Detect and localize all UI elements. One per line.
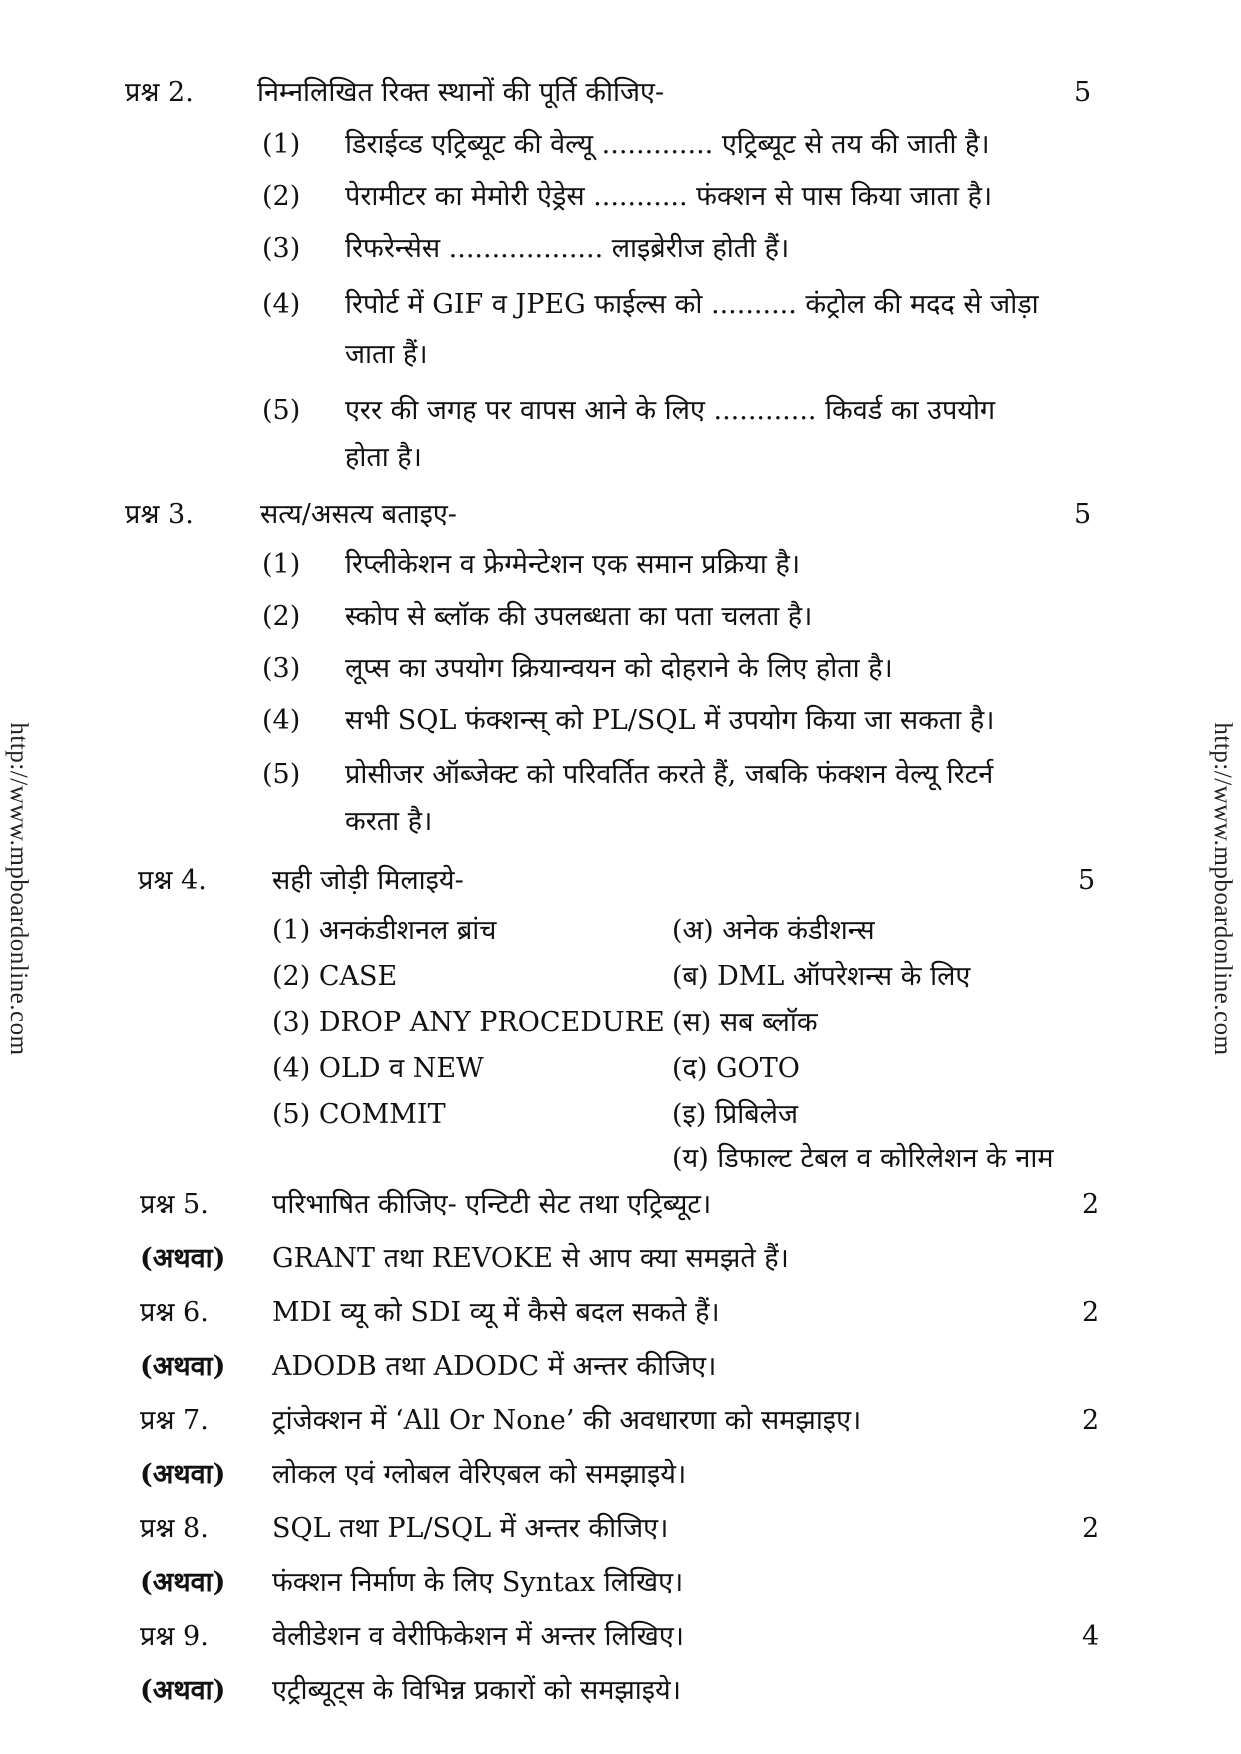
q2-item-number: (4) (262, 289, 301, 320)
q4-left-item: (4) OLD व NEW (272, 1053, 484, 1084)
watermark-right: http://www.mpboardonline.com (1209, 722, 1236, 1056)
q2-item-continuation: होता है। (345, 442, 422, 473)
q3-item-text: सभी SQL फंक्शन्स् को PL/SQL में उपयोग किया जा सकता है। (345, 705, 995, 736)
q3-item-number: (3) (262, 653, 301, 684)
q2-item-text: पेरामीटर का मेमोरी ऐड्रेस ........... फंक्शन से पास किया जाता है। (345, 181, 993, 212)
question-marks: 4 (1082, 1621, 1100, 1652)
q3-item-number: (2) (262, 601, 301, 632)
q4-right-item: (ब) DML ऑपरेशन्स के लिए (672, 961, 971, 992)
q4-right-item: (इ) प्रिबिलेज (672, 1099, 799, 1130)
q2-item-text: रिफरेन्सेस .................. लाइब्रेरीज होती हैं। (345, 233, 790, 264)
q4-left-item: (3) DROP ANY PROCEDURE (272, 1007, 665, 1038)
q2-item-text: डिराईव्ड एट्रिब्यूट की वेल्यू ............. एट्रिब्यूट से तय की जाती है। (345, 129, 990, 160)
q2-item-continuation: जाता हैं। (345, 339, 428, 370)
q3-marks: 5 (1074, 499, 1092, 530)
or-label: (अथवा) (140, 1351, 226, 1382)
q3-item-text: प्रोसीजर ऑब्जेक्ट को परिवर्तित करते हैं, जबकि फंक्शन वेल्यू रिटर्न (345, 759, 994, 790)
q4-right-item: (य) डिफाल्ट टेबल व कोरिलेशन के नाम (672, 1143, 1054, 1174)
q2-title: निम्नलिखित रिक्त स्थानों की पूर्ति कीजिए- (257, 77, 665, 108)
q3-item-number: (1) (262, 549, 301, 580)
q2-marks: 5 (1074, 77, 1092, 108)
q2-item-number: (3) (262, 233, 301, 264)
q2-item-number: (5) (262, 395, 301, 426)
q3-item-text: लूप्स का उपयोग क्रियान्वयन को दोहराने के लिए होता है। (345, 653, 893, 684)
q2-item-number: (2) (262, 181, 301, 212)
q4-left-item: (2) CASE (272, 961, 398, 992)
question-text: ट्रांजेक्शन में ‘All Or None’ की अवधारणा को समझाइए। (272, 1405, 862, 1436)
or-question-text: GRANT तथा REVOKE से आप क्या समझते हैं। (272, 1243, 789, 1274)
q4-right-item: (स) सब ब्लॉक (672, 1007, 818, 1038)
q4-left-item: (1) अनकंडीशनल ब्रांच (272, 915, 497, 946)
q3-item-text: स्कोप से ब्लॉक की उपलब्धता का पता चलता है। (345, 601, 813, 632)
question-text: वेलीडेशन व वेरीफिकेशन में अन्तर लिखिए। (272, 1621, 685, 1652)
or-label: (अथवा) (140, 1243, 226, 1274)
or-question-text: एट्रीब्यूट्स के विभिन्न प्रकारों को समझाइये। (272, 1675, 681, 1706)
q2-item-text: एरर की जगह पर वापस आने के लिए ............ किवर्ड का उपयोग (345, 395, 996, 426)
question-text: MDI व्यू को SDI व्यू में कैसे बदल सकते हैं। (272, 1297, 720, 1328)
or-question-text: ADODB तथा ADODC में अन्तर कीजिए। (272, 1351, 717, 1382)
q4-title: सही जोड़ी मिलाइये- (272, 865, 464, 896)
question-text: SQL तथा PL/SQL में अन्तर कीजिए। (272, 1513, 669, 1544)
question-marks: 2 (1082, 1189, 1100, 1220)
q4-marks: 5 (1078, 865, 1096, 896)
question-label: प्रश्न 7. (140, 1405, 209, 1436)
q4-right-item: (अ) अनेक कंडीशन्स (672, 915, 875, 946)
q4-right-item: (द) GOTO (672, 1053, 800, 1084)
q3-title: सत्य/असत्य बताइए- (260, 499, 457, 530)
or-label: (अथवा) (140, 1567, 226, 1598)
q2-item-number: (1) (262, 129, 301, 160)
question-label: प्रश्न 9. (140, 1621, 209, 1652)
or-question-text: फंक्शन निर्माण के लिए Syntax लिखिए। (272, 1567, 684, 1598)
q4-label: प्रश्न 4. (138, 865, 207, 896)
question-marks: 2 (1082, 1405, 1100, 1436)
question-label: प्रश्न 5. (140, 1189, 209, 1220)
question-label: प्रश्न 6. (140, 1297, 209, 1328)
watermark-left: http://www.mpboardonline.com (5, 722, 32, 1056)
q3-item-continuation: करता है। (345, 806, 433, 837)
question-text: परिभाषित कीजिए- एन्टिटी सेट तथा एट्रिब्यूट। (272, 1189, 712, 1220)
q4-left-item: (5) COMMIT (272, 1099, 446, 1130)
or-label: (अथवा) (140, 1675, 226, 1706)
or-label: (अथवा) (140, 1459, 226, 1490)
or-question-text: लोकल एवं ग्लोबल वेरिएबल को समझाइये। (272, 1459, 687, 1490)
question-label: प्रश्न 8. (140, 1513, 209, 1544)
q3-label: प्रश्न 3. (125, 499, 194, 530)
q3-item-text: रिप्लीकेशन व फ्रेग्मेन्टेशन एक समान प्रक्रिया है। (345, 549, 801, 580)
question-marks: 2 (1082, 1513, 1100, 1544)
question-marks: 2 (1082, 1297, 1100, 1328)
q3-item-number: (5) (262, 759, 301, 790)
q2-label: प्रश्न 2. (125, 77, 194, 108)
q3-item-number: (4) (262, 705, 301, 736)
q2-item-text: रिपोर्ट में GIF व JPEG फाईल्स को .......... कंट्रोल की मदद से जोड़ा (345, 289, 1039, 320)
